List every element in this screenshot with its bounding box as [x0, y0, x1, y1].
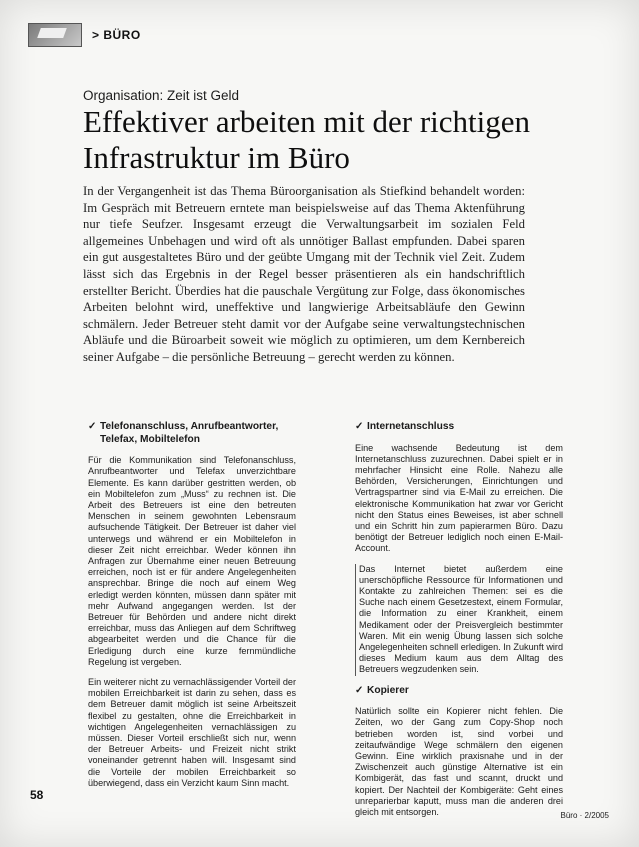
article-title: Effektiver arbeiten mit der richtigen Infrastruktur im Büro: [83, 104, 531, 175]
subheading-text: Internetanschluss: [367, 421, 455, 432]
article-kicker: Organisation: Zeit ist Geld: [83, 88, 240, 103]
article-intro: In der Vergangenheit ist das Thema Büroorganisation als Stiefkind behandelt worden: Im Gespräch mit Betreuern erntete man beispielsweise auf das Thema Aktenführung nur tiefe Seufzer. Insgesamt erzeugt die Verwaltungsarbeit im sozialen Feld allgemeines Unbehagen und wird oft als unnötiger Ballast empfunden. Dabei sparen ein gut ausgestaltetes Büro und der geübte Umgang mit der Technik viel Zeit. Zudem lässt sich das Ergebnis in der Regel besser präsentieren als ein handschriftlich erstellter Bericht. Überdies hat die pauschale Vergütung zur Folge, dass ökonomisches Arbeiten belohnt wird, uneffektive und langwierige Arbeitsabläufe den Gewinn schmälern. Jeder Betreuer steht damit vor der Aufgabe seine verwaltungstechnischen Abläufe und die Büroarbeit soweit wie möglich zu optimieren, um dem Kernbereich seiner Aufgabe – die persönliche Betreuung – gerecht werden zu können.: [83, 184, 525, 364]
issue-footer: Büro · 2/2005: [560, 811, 609, 820]
checkmark-icon: ✓: [355, 421, 364, 432]
subheading-kopierer: [355, 685, 563, 698]
buero-logo-icon: [28, 23, 82, 47]
right-column: [355, 421, 563, 827]
paragraph: Natürlich sollte ein Kopierer nicht fehlen. Die Zeiten, wo der Gang zum Copy-Shop noch betrieben worden ist, sind vorbei und zeitaufwändige Wege schmälern den eigenen Gewinn. Eine wirklich praxisnahe und in der Zwischenzeit auch günstige Alternative ist ein Kombigerät, das fast und scannt, druckt und kopiert. Der Nachteil der Kombigeräte: Geht eines unreparierbar kaputt, muss man die anderen drei gleich mit entsorgen.: [355, 706, 563, 818]
paragraph: Für die Kommunikation sind Telefonanschluss, Anrufbeantworter und Telefax unverzichtbare Elemente. Es kann darüber gestritten werden, ob ein Mobiltelefon zum „Muss“ zu rechnen ist. Die Arbeit des Betreuers ist eine den betreuten Menschen in seinem gewohnten Lebensraum aufsuchende Tätigkeit. Der Betreuer ist daher viel unterwegs und während er ein Mobiltelefon in dieser Zeit nicht erreichbar. Weder können ihn Anfragen zur Übernahme einer neuen Betreuung erreichen, noch ist er für andere Angelegenheiten ansprechbar. Bringe die noch auf einem Weg erledigt werden könnten, müssen dann später mit mehr Aufwand angegangen werden. Ist der Betreuer für Behörden und andere nicht direkt erreichbar, muss das Anliegen auf dem Schriftweg abgearbeitet werden und die Chance für die Erledigung durch eine kurze fernmündliche Regelung ist vergeben.: [88, 455, 296, 667]
paragraph: Das Internet bietet außerdem eine unerschöpfliche Ressource für Informationen und Kontakte zu zahlreichen Themen: sei es die Suche nach einem Gesetzestext, einem Formular, die Information zu einer Krankheit, einem Medikament oder der Preisvergleich bestimmter Waren. Mit ein wenig Übung lassen sich solche Angelegenheiten schnell erledigen. In Zukunft wird dieses Medium kaum aus dem Alltag des Betreuers wegzudenken sein.: [355, 564, 563, 676]
page-number: 58: [30, 788, 44, 802]
paragraph: Eine wachsende Bedeutung ist dem Internetanschluss zuzurechnen. Dabei spielt er in mehrfacher Hinsicht eine Rolle. Nahezu alle Behörden, Versicherungen, Einrichtungen und Vertragspartner sind via E-Mail zu erreichen. Die elektronische Kommunikation hat zwar vor Gericht nicht den Status eines Beweises, ist aber schnell und ein Schritt hin zum papierarmen Büro. Dazu benötigt der Betreuer lediglich noch einen E-Mail-Account.: [355, 442, 563, 554]
checkmark-icon: ✓: [88, 421, 97, 432]
section-label: > BÜRO: [92, 28, 141, 42]
subheading-telefon: [88, 421, 296, 446]
checkmark-icon: ✓: [355, 684, 364, 696]
subheading-text: Telefonanschluss, Anrufbeantworter, Telefax, Mobiltelefon: [100, 421, 279, 445]
subheading-internet: [355, 421, 563, 434]
subheading-text: Kopierer: [367, 684, 409, 696]
section-header: [28, 22, 141, 48]
paragraph: Ein weiterer nicht zu vernachlässigender Vorteil der mobilen Erreichbarkeit ist darin zu sehen, dass es dem Betreuer damit möglich ist seine Arbeitszeit flexibel zu gestalten, ohne die Erreichbarkeit in wichtigen Angelegenheiten vernachlässigen zu müssen. Dieser Vorteil erschließt sich nur, wenn der Betreuer Arbeits- und Freizeit nicht strikt voneinander getrennt haben will. Insgesamt sind die Vorteile der mobilen Erreichbarkeit so überwiegend, dass ein Verzicht kaum Sinn macht.: [88, 677, 296, 788]
left-column: [88, 421, 296, 798]
